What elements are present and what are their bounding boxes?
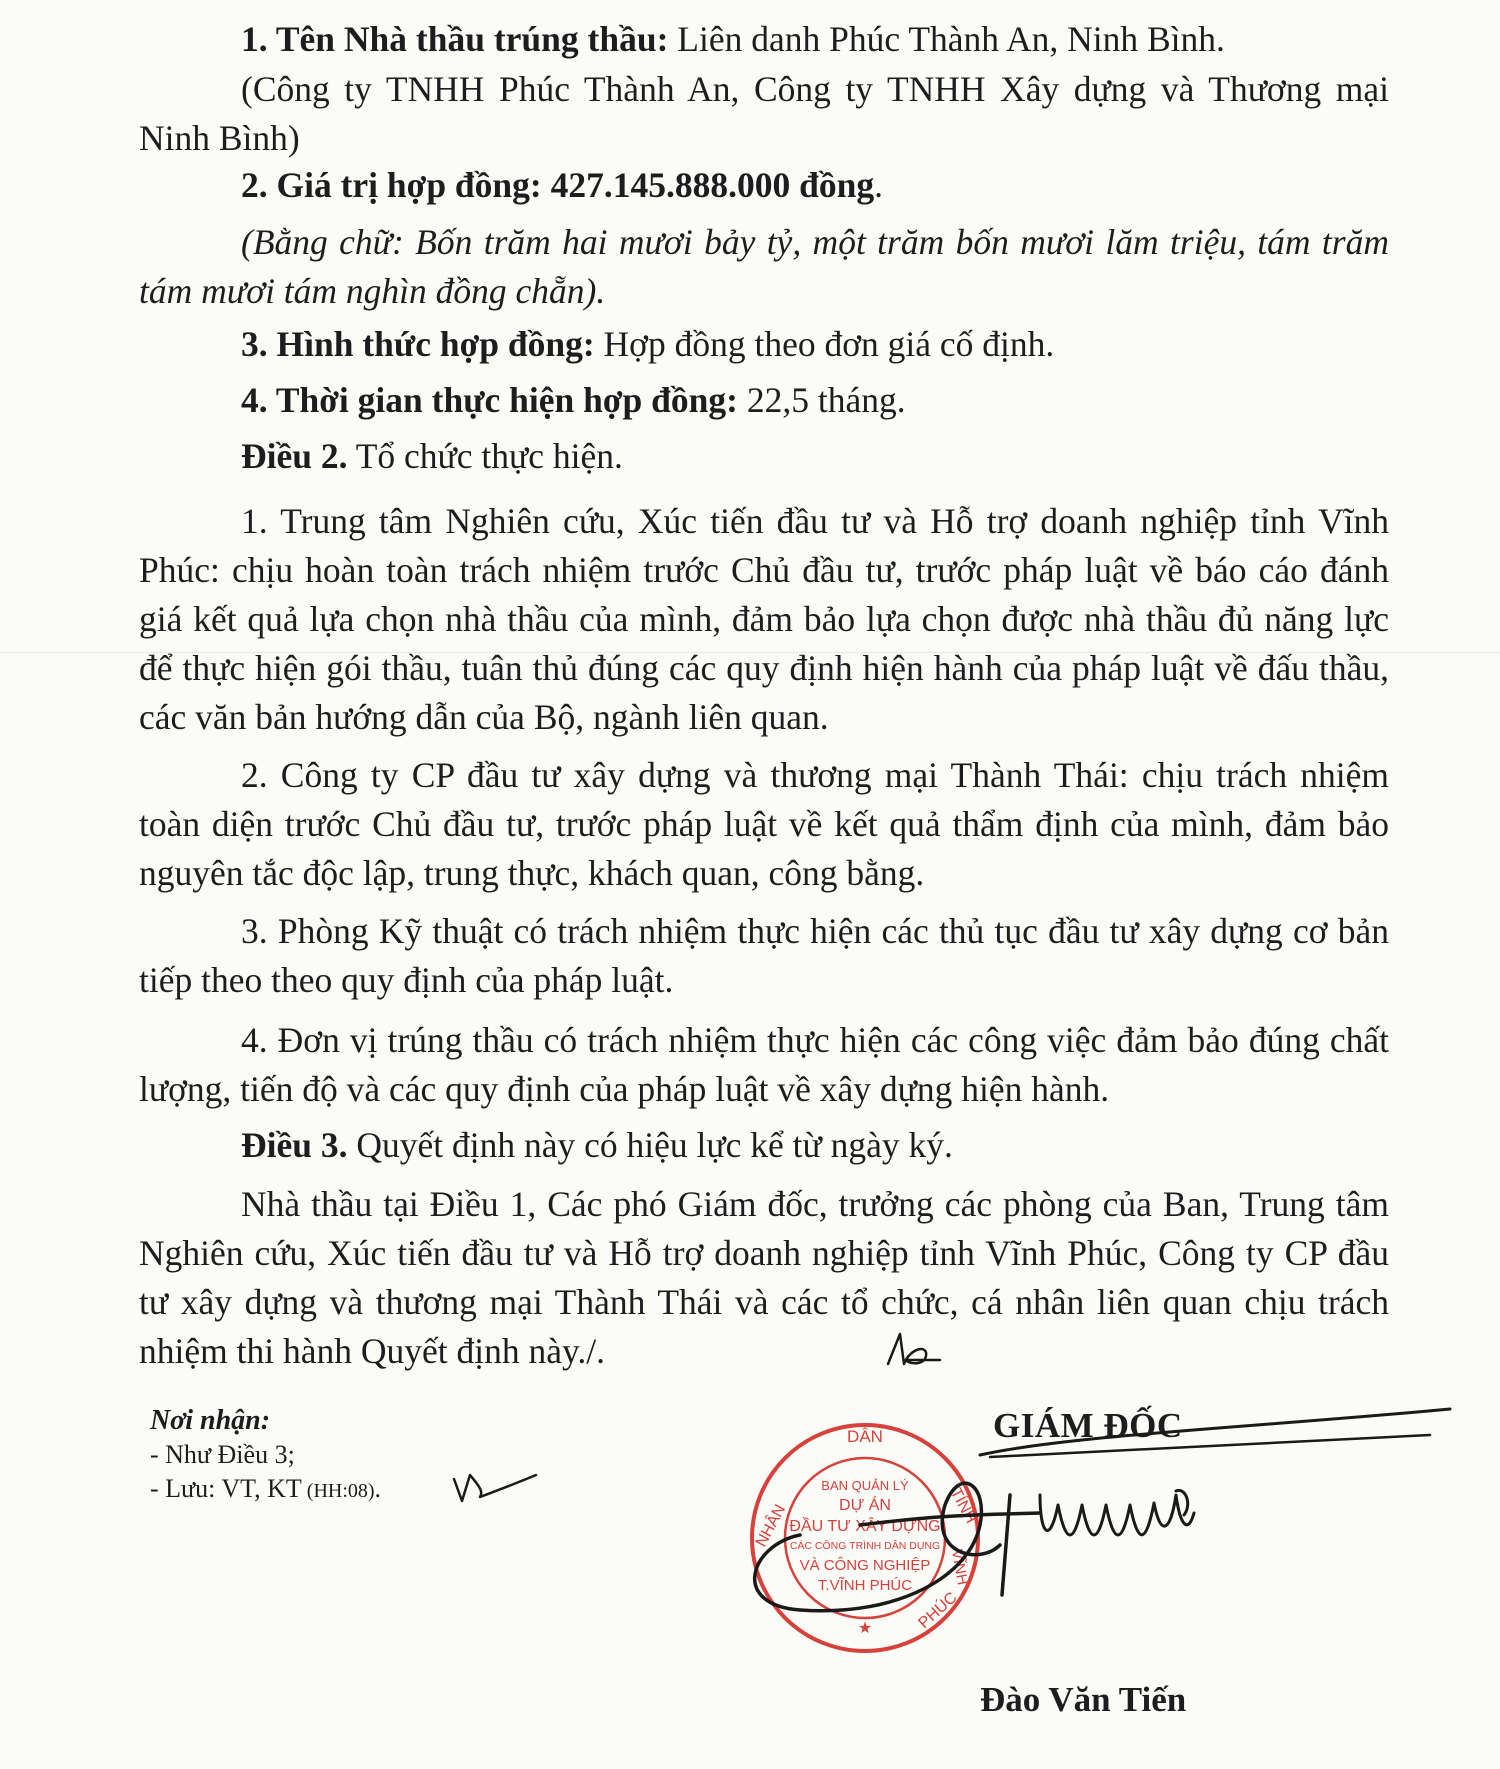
stamp-ring-right-lower: VĨNH <box>947 1548 971 1587</box>
initials-mark <box>880 1330 950 1372</box>
item1-value: Liên danh Phúc Thành An, Ninh Bình. <box>668 19 1225 59</box>
item3-line <box>139 320 1389 369</box>
article2-point-2: 2. Công ty CP đầu tư xây dựng và thương mại Thành Thái: chịu trách nhiệm toàn diện trước Chủ đầu tư, trước pháp luật về kết quả thẩm định của mình, đảm bảo nguyên tắc độc lập, trung thực, khách quan, công bằng. <box>139 755 1389 893</box>
item2-dot: . <box>874 165 883 205</box>
article2-point-3: 3. Phòng Kỹ thuật có trách nhiệm thực hiện các thủ tục đầu tư xây dựng cơ bản tiếp theo theo quy định của pháp luật. <box>139 911 1389 1000</box>
stamp-line-4: CÁC CÔNG TRÌNH DÂN DỤNG <box>789 1540 941 1552</box>
item4-label: 4. Thời gian thực hiện hợp đồng: <box>241 380 738 420</box>
recipient-2-note: (HH:08) <box>301 1480 375 1502</box>
item2-line <box>139 161 1389 210</box>
stamp-line-3: ĐẦU TƯ XÂY DỰNG <box>789 1518 941 1535</box>
article2-point-4: 4. Đơn vị trúng thầu có trách nhiệm thực hiện các công việc đảm bảo đúng chất lượng, tiến độ và các quy định của pháp luật về xây dựng hiện hành. <box>139 1020 1389 1109</box>
stamp-line-5: VÀ CÔNG NGHIỆP <box>799 1557 931 1574</box>
signer-name: Đào Văn Tiến <box>980 1680 1187 1719</box>
article3-label: Điều 3. <box>241 1125 348 1165</box>
article2-point-1: 1. Trung tâm Nghiên cứu, Xúc tiến đầu tư và Hỗ trợ doanh nghiệp tỉnh Vĩnh Phúc: chịu hoàn toàn trách nhiệm trước Chủ đầu tư, trước pháp luật về báo cáo đánh giá kết quả lựa chọn nhà thầu của mình, đảm bảo lựa chọn được nhà thầu đủ năng lực để thực hiện gói thầu, tuân thủ đúng các quy định hiện hành của pháp luật về đấu thầu, các văn bản hướng dẫn của Bộ, ngành liên quan. <box>139 501 1389 737</box>
item1-line <box>139 15 1389 64</box>
recipient-1: - Như Điều 3; <box>150 1440 295 1469</box>
signature-title: GIÁM ĐỐC <box>993 1406 1183 1445</box>
item3-value: Hợp đồng theo đơn giá cố định. <box>594 324 1055 364</box>
recipients-block <box>150 1404 381 1508</box>
stamp-line-1: BAN QUẢN LÝ <box>821 1478 909 1493</box>
recipient-2 <box>150 1472 381 1508</box>
stamp-ring-bottom-right: PHÚC <box>915 1589 961 1633</box>
item1-detail: (Công ty TNHH Phúc Thành An, Công ty TNHH Xây dựng và Thương mại Ninh Bình) <box>139 69 1389 158</box>
article2-heading <box>139 432 1389 481</box>
stamp-line-6: T.VĨNH PHÚC <box>817 1577 913 1594</box>
stamp-line-2: DỰ ÁN <box>839 1497 891 1514</box>
stamp-star: ★ <box>857 1620 873 1637</box>
item1-label: 1. Tên Nhà thầu trúng thầu: <box>241 19 669 59</box>
recipient-2-text: - Lưu: VT, KT <box>150 1474 302 1503</box>
contract-value-in-words: (Bằng chữ: Bốn trăm hai mươi bảy tỷ, một trăm bốn mươi lăm triệu, tám trăm tám mươi tám nghìn đồng chẵn). <box>139 222 1389 311</box>
item4-line <box>139 376 1389 425</box>
article3-closing: Nhà thầu tại Điều 1, Các phó Giám đốc, trưởng các phòng của Ban, Trung tâm Nghiên cứu, Xúc tiến đầu tư và Hỗ trợ doanh nghiệp tỉnh Vĩnh Phúc, Công ty CP đầu tư xây dựng và thương mại Thành Thái và các tổ chức, cá nhân liên quan chịu trách nhiệm thi hành Quyết định này./. <box>139 1184 1389 1371</box>
article3-text: Quyết định này có hiệu lực kể từ ngày ký. <box>347 1125 953 1165</box>
stamp-ring-right: TỈNH <box>946 1485 980 1527</box>
recipient-2-end: . <box>374 1474 382 1503</box>
recipients-title: Nơi nhận: <box>150 1405 271 1436</box>
stamp-ring-top: DÂN <box>847 1427 883 1446</box>
item4-value: 22,5 tháng. <box>737 380 906 420</box>
article2-label: Điều 2. <box>241 436 348 476</box>
contract-value: 2. Giá trị hợp đồng: 427.145.888.000 đồng <box>241 165 875 205</box>
article3-line <box>139 1121 1389 1170</box>
item3-label: 3. Hình thức hợp đồng: <box>241 324 595 364</box>
article2-title: Tổ chức thực hiện. <box>347 436 623 476</box>
handwritten-signature <box>740 1395 1460 1635</box>
recipients-initials-mark <box>450 1467 540 1507</box>
stamp-ring-left: NHÂN <box>752 1501 790 1550</box>
